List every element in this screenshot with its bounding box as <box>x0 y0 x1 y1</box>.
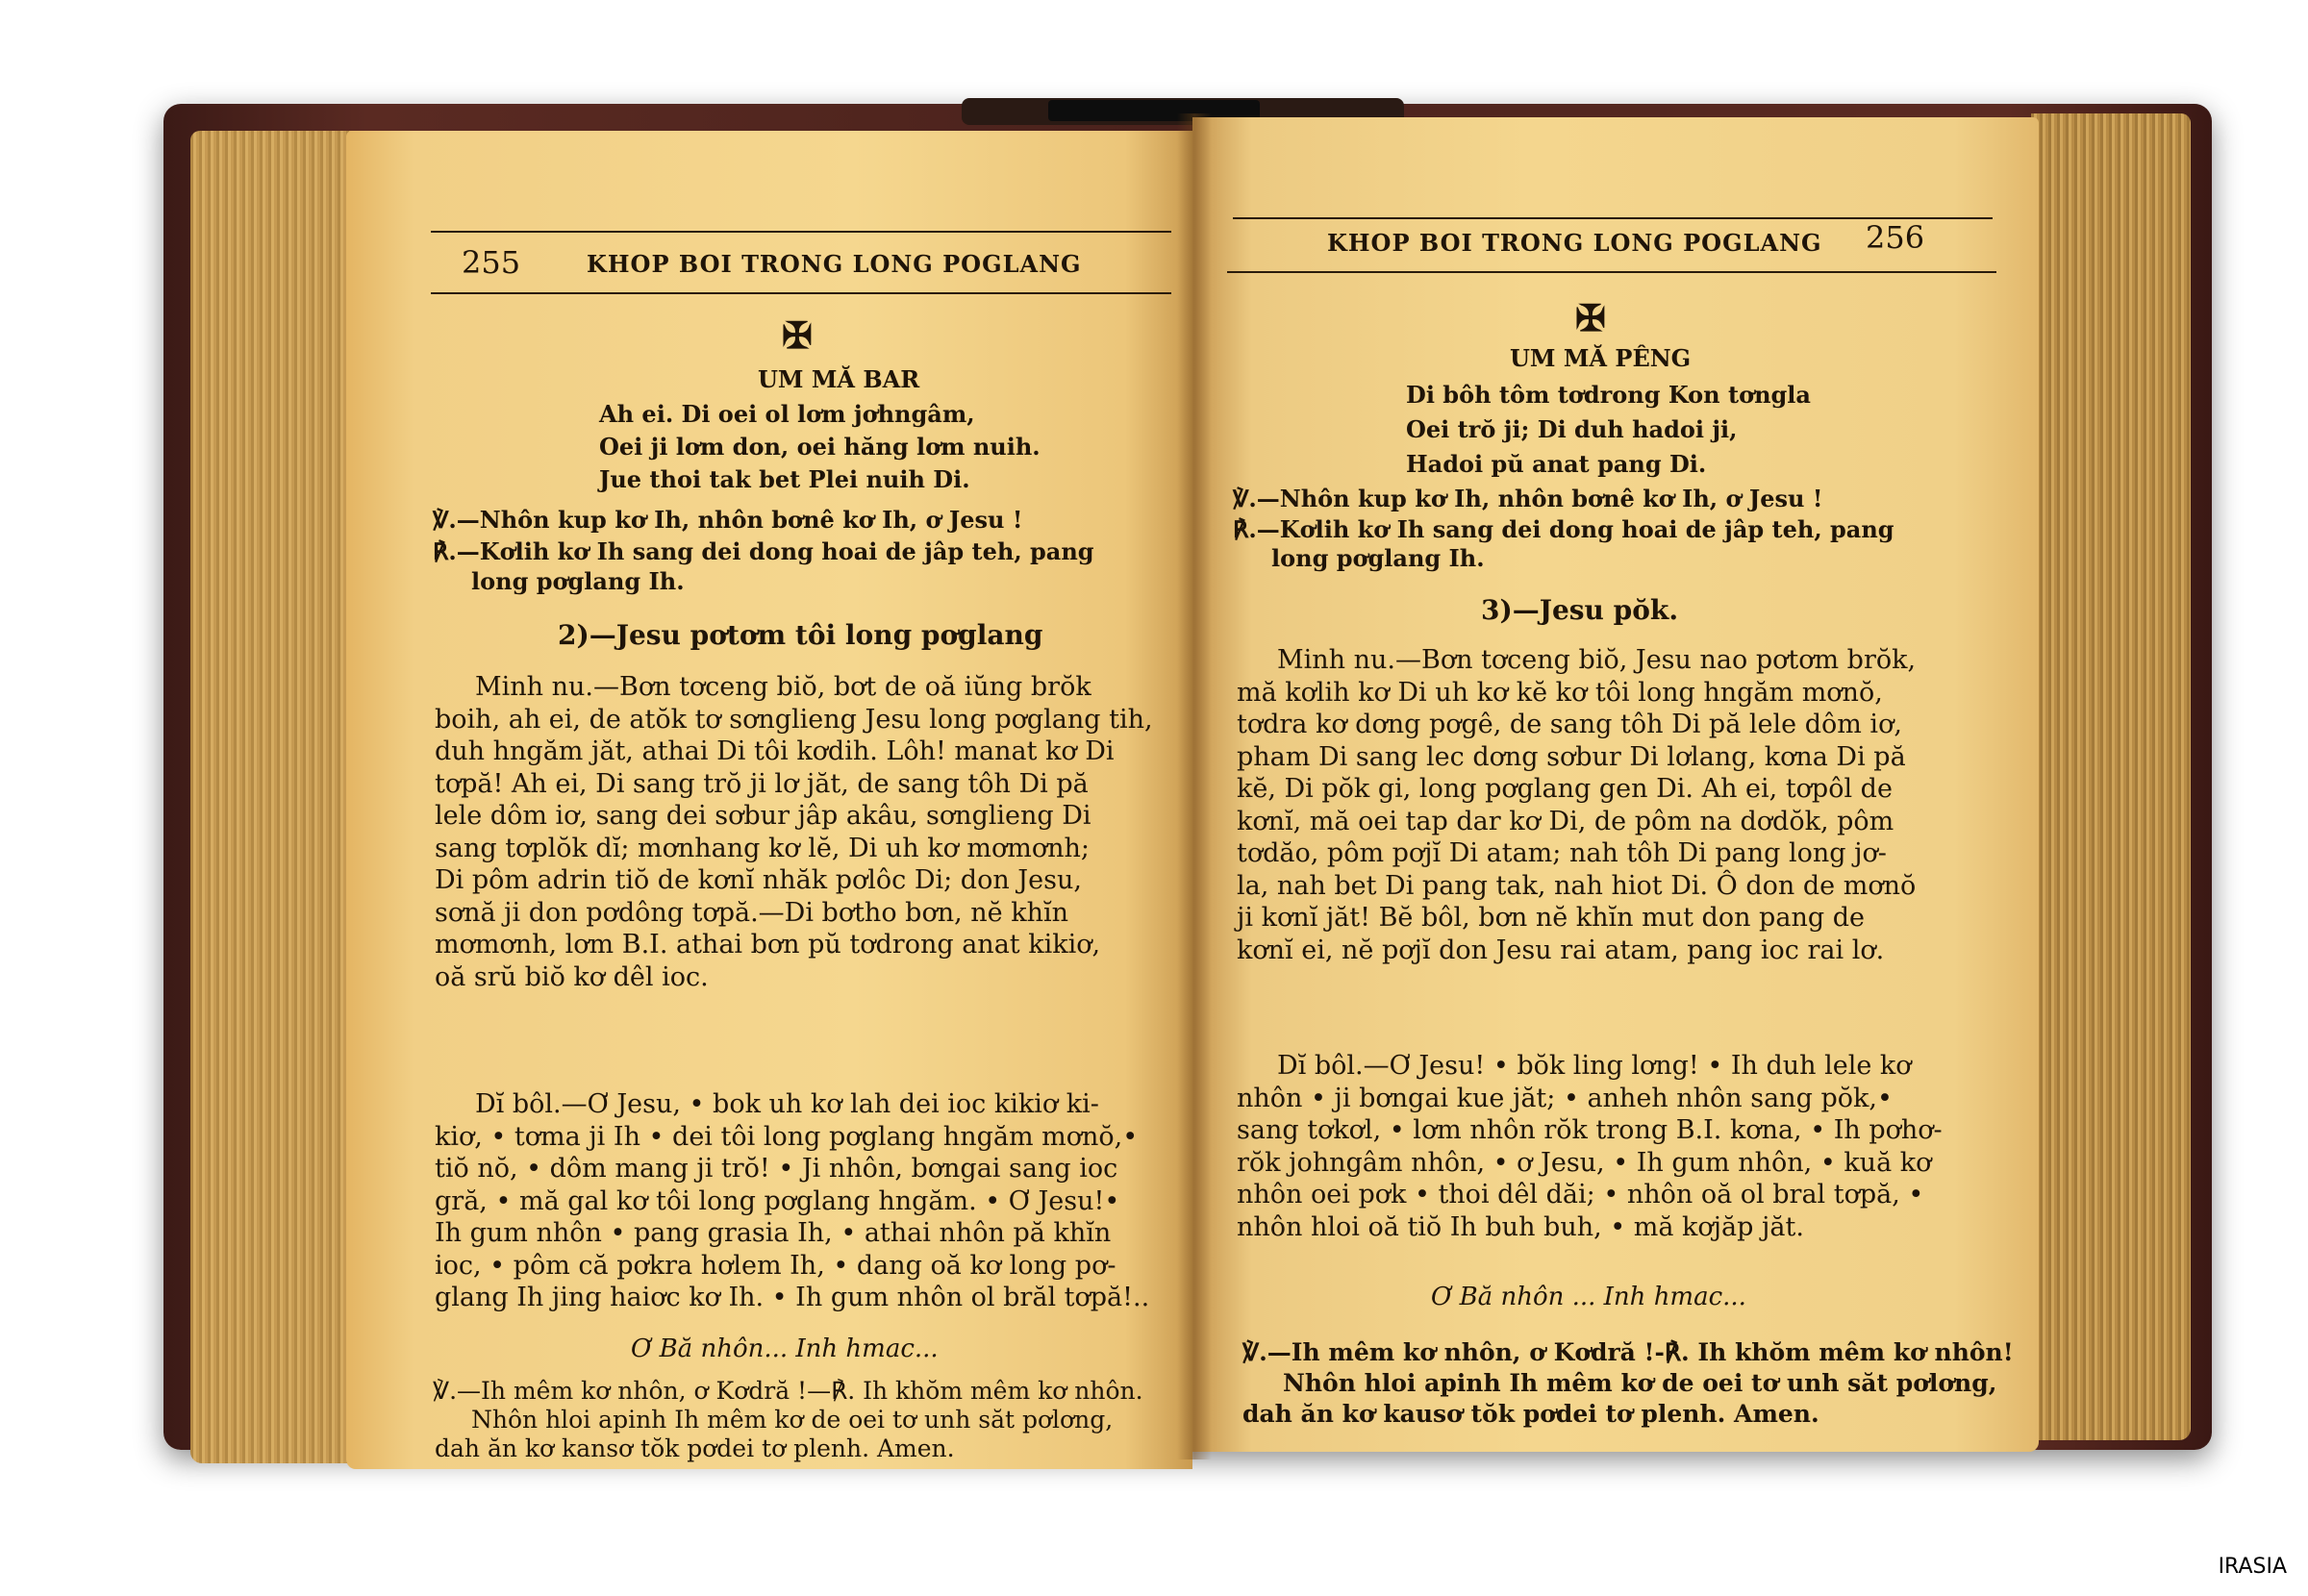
text-line: kĕ, Di pŏk gi, long pơglang gen Di. Ah ei, tơpôl de <box>1237 774 1893 804</box>
text-line: nhôn • ji bơngai kue jăt; • anheh nhôn sang pŏk,• <box>1237 1083 1893 1113</box>
text-line: Di pôm adrin tiŏ de kơnĭ nhăk pơlôc Di; don Jesu, <box>435 865 1082 895</box>
prayer-reference: Ơ Bă nhôn ... Inh hmac... <box>1431 1283 1746 1311</box>
response-line: ℟.—Kơlih kơ Ih sang dei dong hoai de jâp teh, pang <box>433 537 1094 565</box>
response-line: ℟.—Kơlih kơ Ih sang dei dong hoai de jâp teh, pang <box>1233 515 1894 543</box>
text-line: tơdra kơ dơng pơgê, de sang tôh Di pă lele dôm iơ, <box>1237 710 1902 739</box>
text-line: nhôn hloi oă tiŏ Ih buh buh, • mă kơjăp jăt. <box>1237 1211 1804 1242</box>
text-line: sơnă ji don pơdông tơpă.—Di bơtho bơn, nĕ khĭn <box>435 897 1068 928</box>
verse-line: Oei ji lơm don, oei hăng lơm nuih. <box>599 433 1041 461</box>
text-line: gră, • mă gal kơ tôi long pơglang hngăm. • Ơ Jesu!• <box>435 1185 1120 1216</box>
text-line: Minh nu.—Bơn tơceng biŏ, bơt de oă iŭng brŏk <box>475 672 1091 702</box>
verse-line: Oei trŏ ji; Di duh hadoi ji, <box>1406 415 1738 443</box>
versicle: ℣.—Nhôn kup kơ Ih, nhôn bơnê kơ Ih, ơ Jesu ! <box>433 506 1023 534</box>
text-line: Dĭ bôl.—Ơ Jesu, • bok uh kơ lah dei ioc kikiơ ki- <box>475 1089 1099 1119</box>
right-page <box>1192 117 2039 1452</box>
header-rule-bottom <box>431 292 1171 294</box>
text-line: Minh nu.—Bơn tơceng biŏ, Jesu nao pơtơm brŏk, <box>1277 645 1917 675</box>
verse-line: Jue thoi tak bet Plei nuih Di. <box>599 465 970 493</box>
closing-line: dah ăn kơ kausơ tŏk pơdei tơ plenh. Amen. <box>1242 1400 1819 1428</box>
running-head: KHOP BOI TRONG LONG POGLANG <box>587 250 1082 278</box>
di-bol-paragraph <box>435 1088 1175 1314</box>
cross-ornament: ✠ <box>782 313 813 357</box>
page-edges-left <box>190 131 354 1463</box>
running-head: KHOP BOI TRONG LONG POGLANG <box>1327 229 1822 257</box>
text-line: nhôn oei pơk • thoi dêl dăi; • nhôn oă ol bral tơpă, • <box>1237 1180 1924 1209</box>
text-line: tiŏ nŏ, • dôm mang ji trŏ! • Ji nhôn, bơngai sang ioc <box>435 1154 1118 1184</box>
text-line: sang tơkơl, • lơm nhôn rŏk trong B.I. kơna, • Ih pơhơ- <box>1237 1115 1943 1145</box>
closing-versicle: ℣.—Ih mêm kơ nhôn, ơ Kơdră !—℟. Ih khŏm mêm kơ nhôn. <box>433 1377 1143 1405</box>
minh-nu-paragraph <box>1237 644 1998 966</box>
text-line: rŏk johngâm nhôn, • ơ Jesu, • Ih gum nhôn, • kuă kơ <box>1237 1147 1932 1178</box>
section-title: UM MĂ BAR <box>758 365 920 393</box>
page-number: 256 <box>1866 219 1925 256</box>
subsection-title: 3)—Jesu pŏk. <box>1481 594 1679 626</box>
text-line: oă srŭ biŏ kơ dêl ioc. <box>435 961 709 992</box>
verse-line: Ah ei. Di oei ol lơm jơhngâm, <box>599 400 975 428</box>
text-line: mă kơlih kơ Di uh kơ kĕ kơ tôi long hngăm mơnŏ, <box>1237 677 1883 708</box>
prayer-reference: Ơ Bă nhôn... Inh hmac... <box>631 1334 939 1363</box>
verse-line: Hadoi pŭ anat pang Di. <box>1406 450 1707 478</box>
text-line: boih, ah ei, de atŏk tơ sơnglieng Jesu long pơglang tih, <box>435 704 1153 735</box>
watermark: IRASIA <box>2218 1555 2287 1579</box>
section-title: UM MĂ PÊNG <box>1510 344 1692 372</box>
response-line: long pơglang Ih. <box>1271 544 1485 572</box>
closing-versicle: ℣.—Ih mêm kơ nhôn, ơ Kơdră !-℟. Ih khŏm mêm kơ nhôn! <box>1242 1338 2014 1366</box>
text-line: kơnĭ ei, nĕ pơjĭ don Jesu rai atam, pang ioc rai lơ. <box>1237 935 1885 965</box>
header-rule-top <box>431 231 1171 233</box>
text-line: tơpă! Ah ei, Di sang trŏ ji lơ jăt, de sang tôh Di pă <box>435 768 1089 799</box>
text-line: mơmơnh, lơm B.I. athai bơn pŭ tơdrong anat kikiơ, <box>435 930 1101 960</box>
subsection-title: 2)—Jesu pơtơm tôi long pơglang <box>558 619 1043 651</box>
di-bol-paragraph <box>1237 1050 1998 1243</box>
text-line: ji kơnĭ jăt! Bĕ bôl, bơn nĕ khĭn mut don pang de <box>1237 903 1865 933</box>
text-line: duh hngăm jăt, athai Di tôi kơdih. Lôh! manat kơ Di <box>435 736 1115 766</box>
text-line: glang Ih jing haiơc kơ Ih. • Ih gum nhôn ol brăl tơpă!.. <box>435 1283 1150 1312</box>
text-line: la, nah bet Di pang tak, nah hiot Di. Ô don de mơnŏ <box>1237 870 1917 901</box>
closing-line: Nhôn hloi apinh Ih mêm kơ de oei tơ unh săt pơlơng, <box>471 1406 1114 1434</box>
page-edges-right <box>2031 113 2191 1440</box>
text-line: lele dôm iơ, sang dei sơbur jâp akâu, sơnglieng Di <box>435 801 1091 831</box>
minh-nu-paragraph <box>435 671 1175 993</box>
text-line: sang tơplŏk dĭ; mơnhang kơ lĕ, Di uh kơ mơmơnh; <box>435 833 1091 863</box>
cross-ornament: ✠ <box>1575 296 1606 339</box>
header-rule-bottom <box>1227 271 1996 273</box>
versicle: ℣.—Nhôn kup kơ Ih, nhôn bơnê kơ Ih, ơ Jesu ! <box>1233 485 1823 512</box>
text-line: tơdăo, pôm pơjĭ Di atam; nah tôh Di pang long jơ- <box>1237 838 1887 868</box>
closing-line: Nhôn hloi apinh Ih mêm kơ de oei tơ unh săt pơlơng, <box>1283 1369 1997 1397</box>
text-line: kơnĭ, mă oei tap dar kơ Di, de pôm na dơdŏk, pôm <box>1237 806 1894 836</box>
response-line: long pơglang Ih. <box>471 567 685 595</box>
text-line: kiơ, • tơma ji Ih • dei tôi long pơglang hngăm mơnŏ,• <box>435 1121 1139 1152</box>
left-page <box>346 131 1192 1469</box>
text-line: Dĭ bôl.—Ơ Jesu! • bŏk ling lơng! • Ih duh lele kơ <box>1277 1051 1912 1081</box>
text-line: ioc, • pôm că pơkra hơlem Ih, • dang oă kơ long pơ- <box>435 1250 1116 1281</box>
page-number: 255 <box>462 244 521 281</box>
book-gutter <box>1177 113 1212 1459</box>
closing-line: dah ăn kơ kansơ tŏk pơdei tơ plenh. Amen. <box>435 1434 955 1462</box>
text-line: Ih gum nhôn • pang grasia Ih, • athai nhôn pă khĭn <box>435 1218 1112 1248</box>
text-line: pham Di sang lec dơng sơbur Di lơlang, kơna Di pă <box>1237 741 1906 772</box>
verse-line: Di bôh tôm tơdrong Kon tơngla <box>1406 381 1811 409</box>
